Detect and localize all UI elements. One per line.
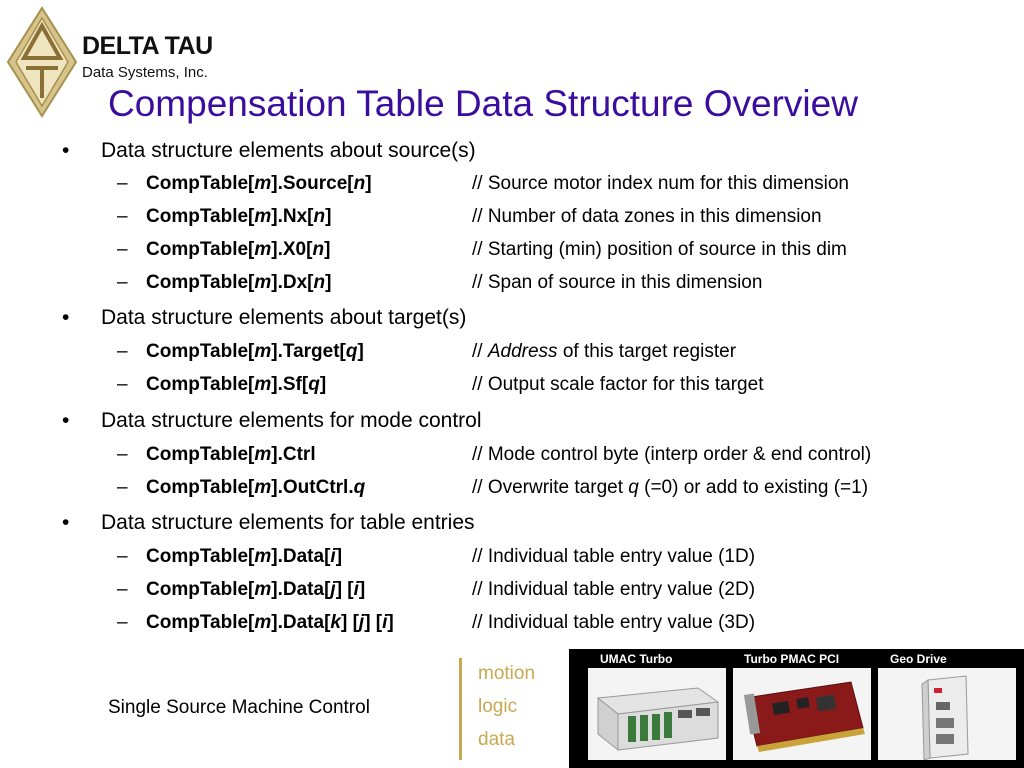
turbo-pmac-pci-image-icon (733, 668, 871, 760)
section-heading: Data structure elements for table entries (101, 511, 475, 534)
tagline-motion: motion (478, 663, 536, 684)
product-label: Turbo PMAC PCI (744, 652, 840, 666)
brand-subtitle: Data Systems, Inc. (82, 64, 208, 81)
product-label: UMAC Turbo (600, 652, 673, 666)
bullet-icon: • (62, 139, 70, 162)
code-item: CompTable[m].Data[k] [j] [i] (146, 612, 394, 633)
geo-drive-image-icon (878, 668, 1016, 760)
code-item: CompTable[m].Ctrl (146, 444, 316, 465)
code-item: CompTable[m].Target[q] (146, 341, 364, 362)
dash-icon: – (117, 579, 128, 600)
code-comment: // Output scale factor for this target (472, 374, 764, 395)
bullet-icon: • (62, 409, 70, 432)
dash-icon: – (117, 546, 128, 567)
code-comment: // Span of source in this dimension (472, 272, 763, 293)
code-comment: // Individual table entry value (1D) (472, 546, 756, 567)
section-heading: Data structure elements about target(s) (101, 306, 467, 329)
dash-icon: – (117, 341, 128, 362)
section-heading: Data structure elements for mode control (101, 409, 482, 432)
bullet-icon: • (62, 511, 70, 534)
code-item: CompTable[m].Data[j] [i] (146, 579, 366, 600)
code-comment: // Overwrite target q (=0) or add to existing (=1) (472, 477, 869, 498)
bullet-icon: • (62, 306, 70, 329)
code-item: CompTable[m].Dx[n] (146, 272, 332, 293)
dash-icon: – (117, 272, 128, 293)
product-label: Geo Drive (890, 652, 947, 666)
dash-icon: – (117, 612, 128, 633)
dash-icon: – (117, 444, 128, 465)
code-item: CompTable[m].X0[n] (146, 239, 331, 260)
code-comment: // Address of this target register (472, 341, 737, 362)
delta-tau-logo-icon (6, 6, 78, 118)
page-title: Compensation Table Data Structure Overview (108, 83, 858, 124)
umac-turbo-image-icon (588, 668, 726, 760)
code-comment: // Source motor index num for this dimension (472, 173, 850, 194)
dash-icon: – (117, 477, 128, 498)
code-comment: // Individual table entry value (3D) (472, 612, 756, 633)
tagline-logic: logic (478, 696, 518, 717)
code-comment: // Starting (min) position of source in this dim (472, 239, 847, 260)
tagline-data: data (478, 729, 515, 750)
code-item: CompTable[m].Data[i] (146, 546, 343, 567)
brand-name: DELTA TAU (82, 32, 213, 60)
dash-icon: – (117, 173, 128, 194)
dash-icon: – (117, 239, 128, 260)
code-comment: // Mode control byte (interp order & end control) (472, 444, 872, 465)
footer-divider (459, 658, 462, 760)
dash-icon: – (117, 206, 128, 227)
code-comment: // Individual table entry value (2D) (472, 579, 756, 600)
code-item: CompTable[m].OutCtrl.q (146, 477, 366, 498)
code-comment: // Number of data zones in this dimension (472, 206, 822, 227)
code-item: CompTable[m].Nx[n] (146, 206, 332, 227)
dash-icon: – (117, 374, 128, 395)
code-item: CompTable[m].Sf[q] (146, 374, 327, 395)
section-heading: Data structure elements about source(s) (101, 139, 476, 162)
code-item: CompTable[m].Source[n] (146, 173, 372, 194)
footer-caption: Single Source Machine Control (108, 697, 370, 718)
